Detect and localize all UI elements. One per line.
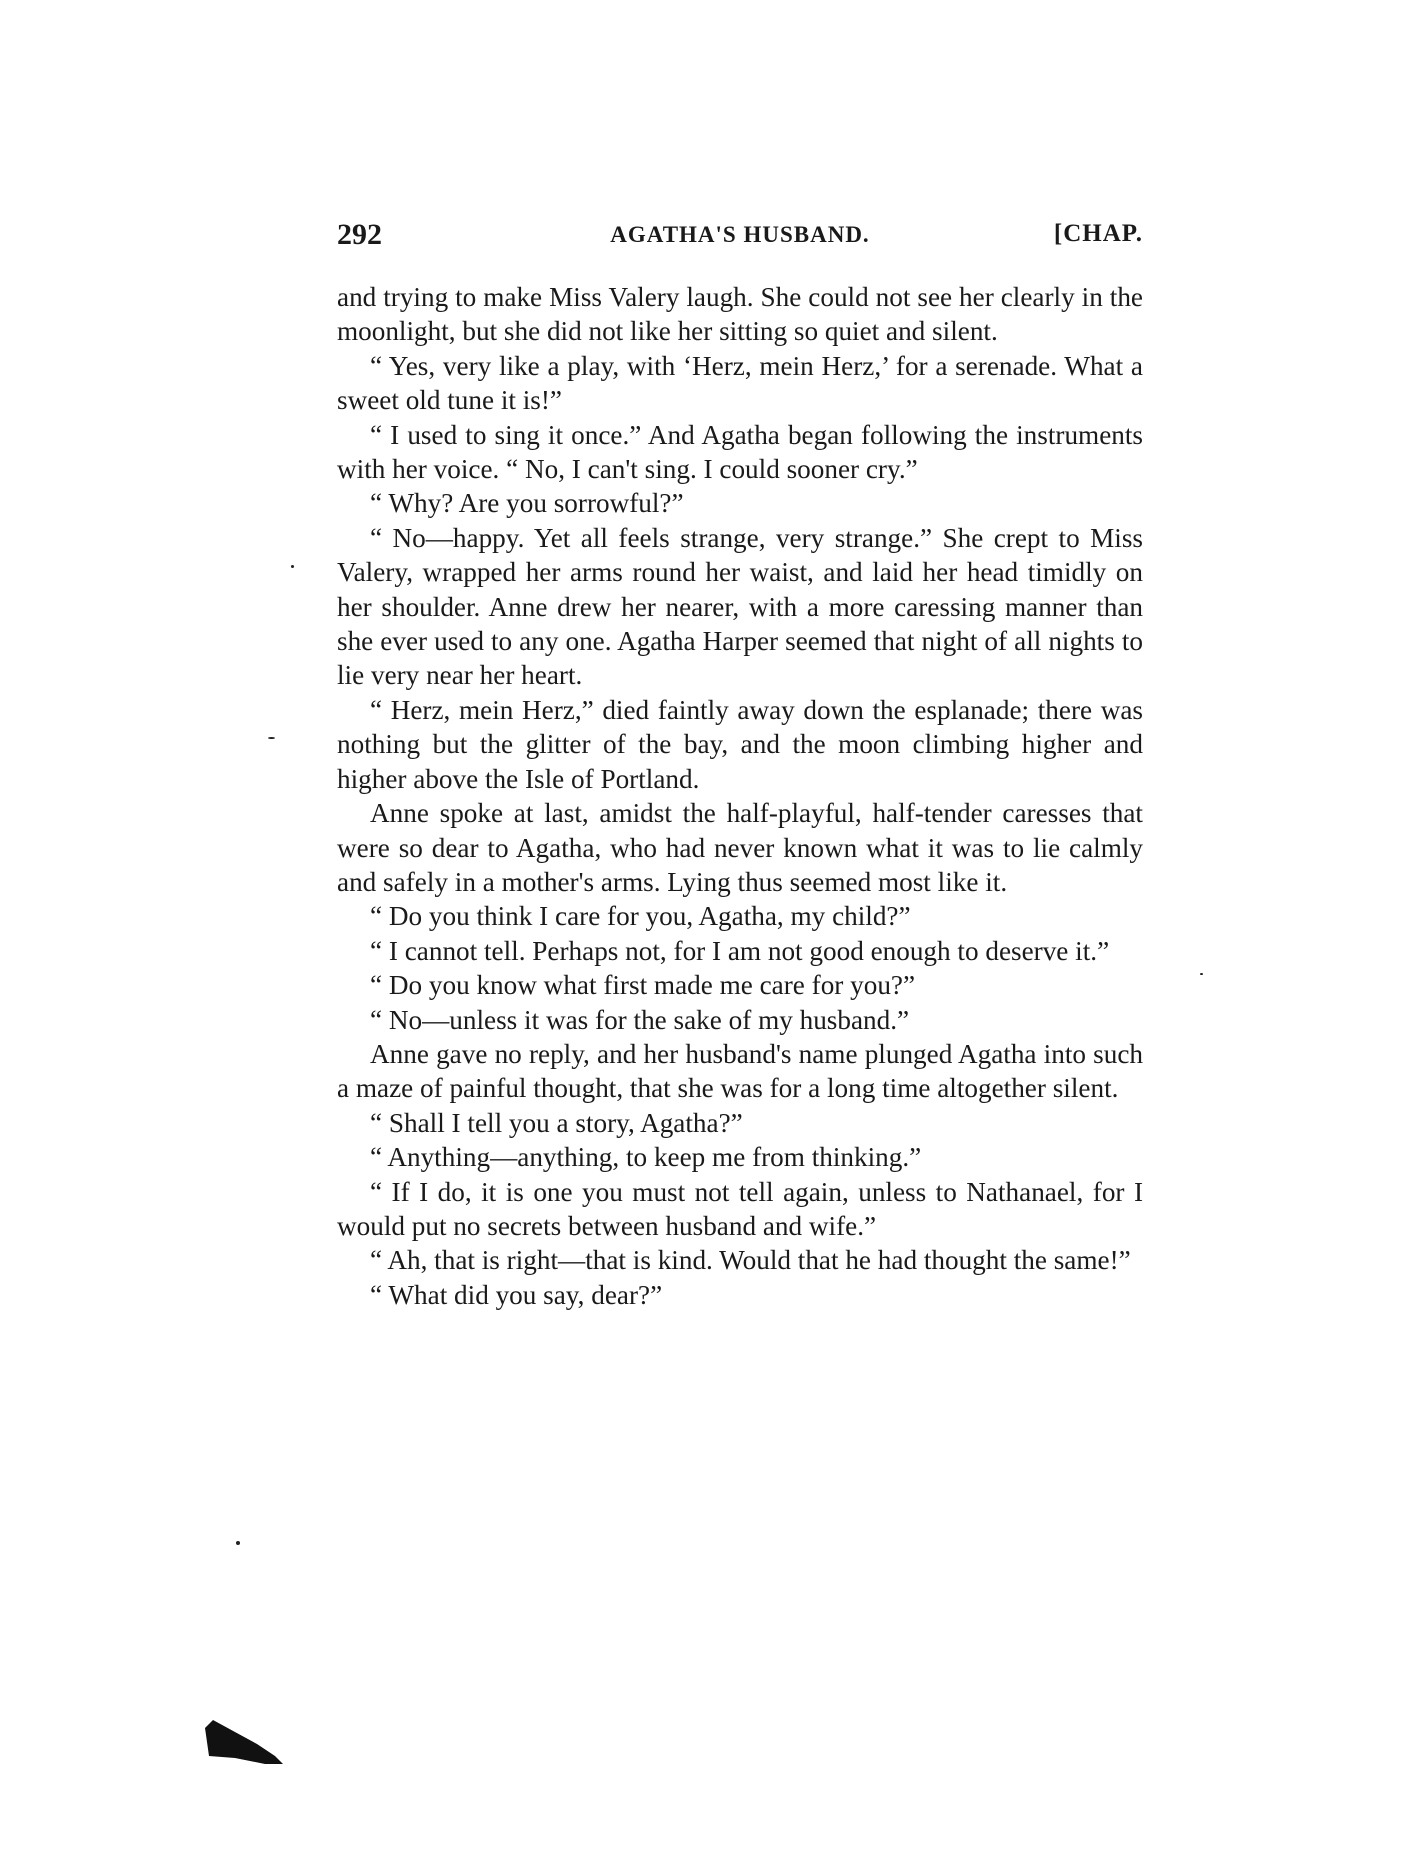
scan-blot (205, 1718, 285, 1768)
paragraph: Anne spoke at last, amidst the half-playful, half-tender caresses that were so dear to Agatha, who had never known what it was to lie calmly and safely in a mother's arms. Lying thus seemed most like it. (337, 798, 1143, 897)
paragraph: “ What did you say, dear?” (370, 1279, 663, 1310)
paragraph: and trying to make Miss Valery laugh. She could not see her clearly in the moonlight, but she did not like her sitting so quiet and silent. (337, 282, 1143, 347)
running-title: AGATHA'S HUSBAND. (610, 222, 870, 247)
page-number: 292 (337, 218, 382, 251)
paragraph: “ Yes, very like a play, with ‘Herz, mein Herz,’ for a serenade. What a sweet old tune it is!” (337, 350, 1143, 416)
page-header (337, 218, 1143, 258)
paragraph: “ Do you think I care for you, Agatha, my child?” (370, 901, 911, 932)
scan-speck (291, 565, 294, 568)
body-text (337, 280, 1143, 1312)
scan-speck (1200, 973, 1203, 975)
paragraph: Anne gave no reply, and her husband's name plunged Agatha into such a maze of painful thought, that she was for a long time altogether silent. (337, 1038, 1143, 1104)
paragraph: “ Do you know what first made me care for you?” (370, 970, 916, 1001)
paragraph: “ If I do, it is one you must not tell again, unless to Nathanael, for I would put no secrets between husband and wife.” (337, 1176, 1143, 1241)
paragraph: “ No—happy. Yet all feels strange, very strange.” She crept to Miss Valery, wrapped her arms round her waist, and laid her head timidly on her shoulder. Anne drew her nearer, with a more caressing manner than she ever used to any one. Agatha Harper seemed that night of all nights to lie very near her heart. (337, 522, 1143, 691)
paragraph: “ I cannot tell. Perhaps not, for I am not good enough to deserve it.” (370, 935, 1110, 966)
paragraph: “ No—unless it was for the sake of my husband.” (370, 1004, 910, 1035)
scan-speck (268, 737, 275, 739)
paragraph: “ I used to sing it once.” And Agatha began following the instruments with her voice. “ No, I can't sing. I could sooner cry.” (337, 419, 1143, 485)
paragraph: “ Why? Are you sorrowful?” (370, 488, 684, 519)
paragraph: “ Ah, that is right—that is kind. Would that he had thought the same!” (370, 1245, 1131, 1276)
paragraph: “ Anything—anything, to keep me from thinking.” (370, 1142, 922, 1173)
chapter-marker: [CHAP. (1053, 220, 1143, 247)
scan-speck (236, 1541, 240, 1545)
paragraph: “ Shall I tell you a story, Agatha?” (370, 1107, 743, 1138)
paragraph: “ Herz, mein Herz,” died faintly away down the esplanade; there was nothing but the glitter of the bay, and the moon climbing higher and higher above the Isle of Portland. (337, 694, 1143, 794)
